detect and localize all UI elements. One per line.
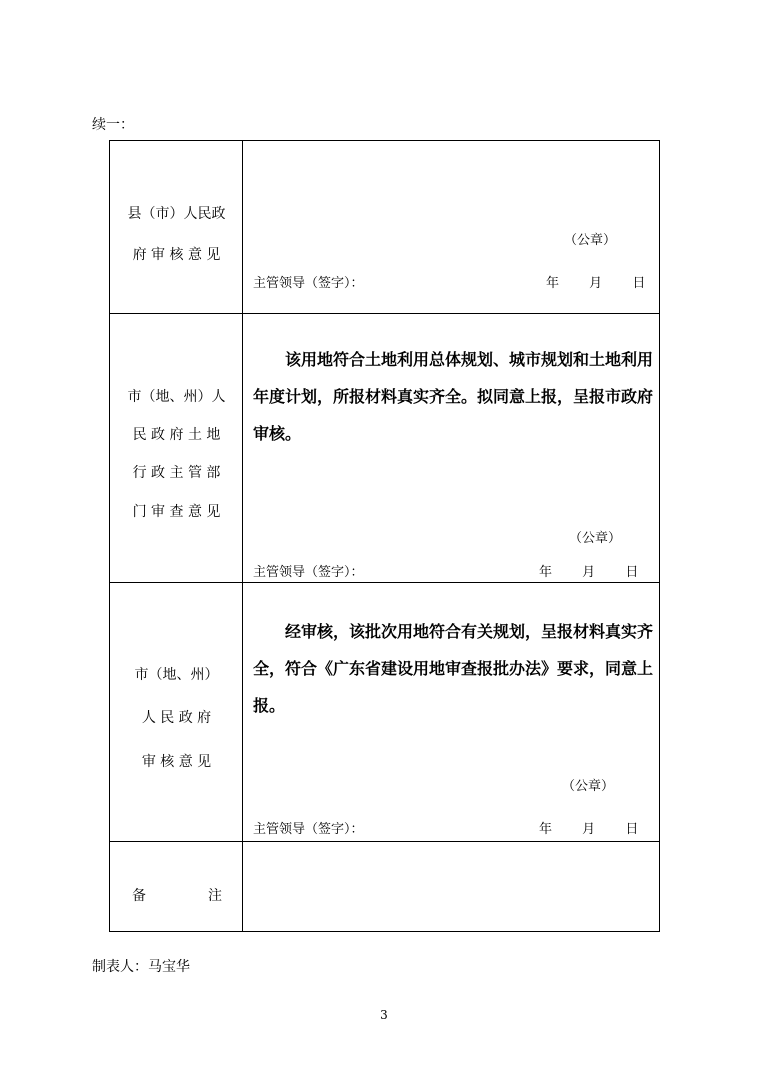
city-land-dept-cell	[244, 314, 659, 582]
review-opinion-text: 经审核，该批次用地符合有关规划，呈报材料真实齐全，符合《广东省建设用地审查报批办法》要求，同意上报。	[253, 622, 654, 715]
date-field	[539, 561, 638, 580]
city-government-label	[110, 583, 243, 841]
official-seal-label: （公章）	[562, 779, 615, 794]
leader-signature-label: 主管领导（签字）：	[253, 822, 364, 837]
label-line: 市（地、州）	[134, 667, 219, 683]
label-line: 府 审 核 意 见	[132, 247, 221, 263]
label-line: 县（市）人民政	[127, 206, 226, 222]
official-seal-label: （公章）	[569, 531, 622, 546]
county-review-row	[110, 141, 659, 314]
date-year: 年	[546, 276, 560, 291]
date-month: 月	[589, 276, 603, 291]
date-day: 日	[625, 822, 639, 837]
leader-signature-label: 主管领导（签字）：	[253, 565, 364, 580]
city-land-dept-label	[110, 314, 243, 582]
page-number: 3	[380, 1008, 388, 1022]
date-month: 月	[582, 822, 596, 837]
label-line: 人 民 政 府	[141, 710, 212, 726]
leader-signature-label: 主管领导（签字）：	[253, 276, 364, 291]
remarks-row	[110, 842, 659, 931]
date-field	[546, 272, 645, 291]
official-seal-label: （公章）	[564, 233, 617, 248]
city-government-review-row	[110, 583, 659, 842]
county-review-label	[110, 141, 243, 313]
label-line: 行 政 主 管 部	[132, 465, 221, 481]
date-year: 年	[539, 565, 553, 580]
date-month: 月	[582, 565, 596, 580]
table-preparer: 制表人：马宝华	[92, 959, 190, 975]
remarks-cell	[244, 842, 659, 931]
date-year: 年	[539, 822, 553, 837]
county-review-cell	[244, 141, 659, 313]
date-day: 日	[632, 276, 646, 291]
remarks-label-left: 备	[132, 888, 146, 904]
label-line: 民 政 府 土 地	[132, 427, 221, 443]
remarks-label-right: 注	[208, 888, 222, 904]
review-opinion-text: 该用地符合土地利用总体规划、城市规划和土地利用年度计划，所报材料真实齐全。拟同意上报，呈报市政府审核。	[253, 350, 654, 443]
label-line: 市（地、州）人	[127, 389, 226, 405]
city-government-cell	[244, 583, 659, 841]
date-field	[539, 818, 638, 837]
date-day: 日	[625, 565, 639, 580]
city-land-dept-review-row	[110, 314, 659, 583]
remarks-label	[110, 842, 243, 931]
label-line: 门 审 查 意 见	[132, 504, 221, 520]
approval-form-table	[109, 140, 660, 932]
continuation-label: 续一：	[92, 117, 134, 133]
label-line: 审 核 意 见	[141, 754, 212, 770]
